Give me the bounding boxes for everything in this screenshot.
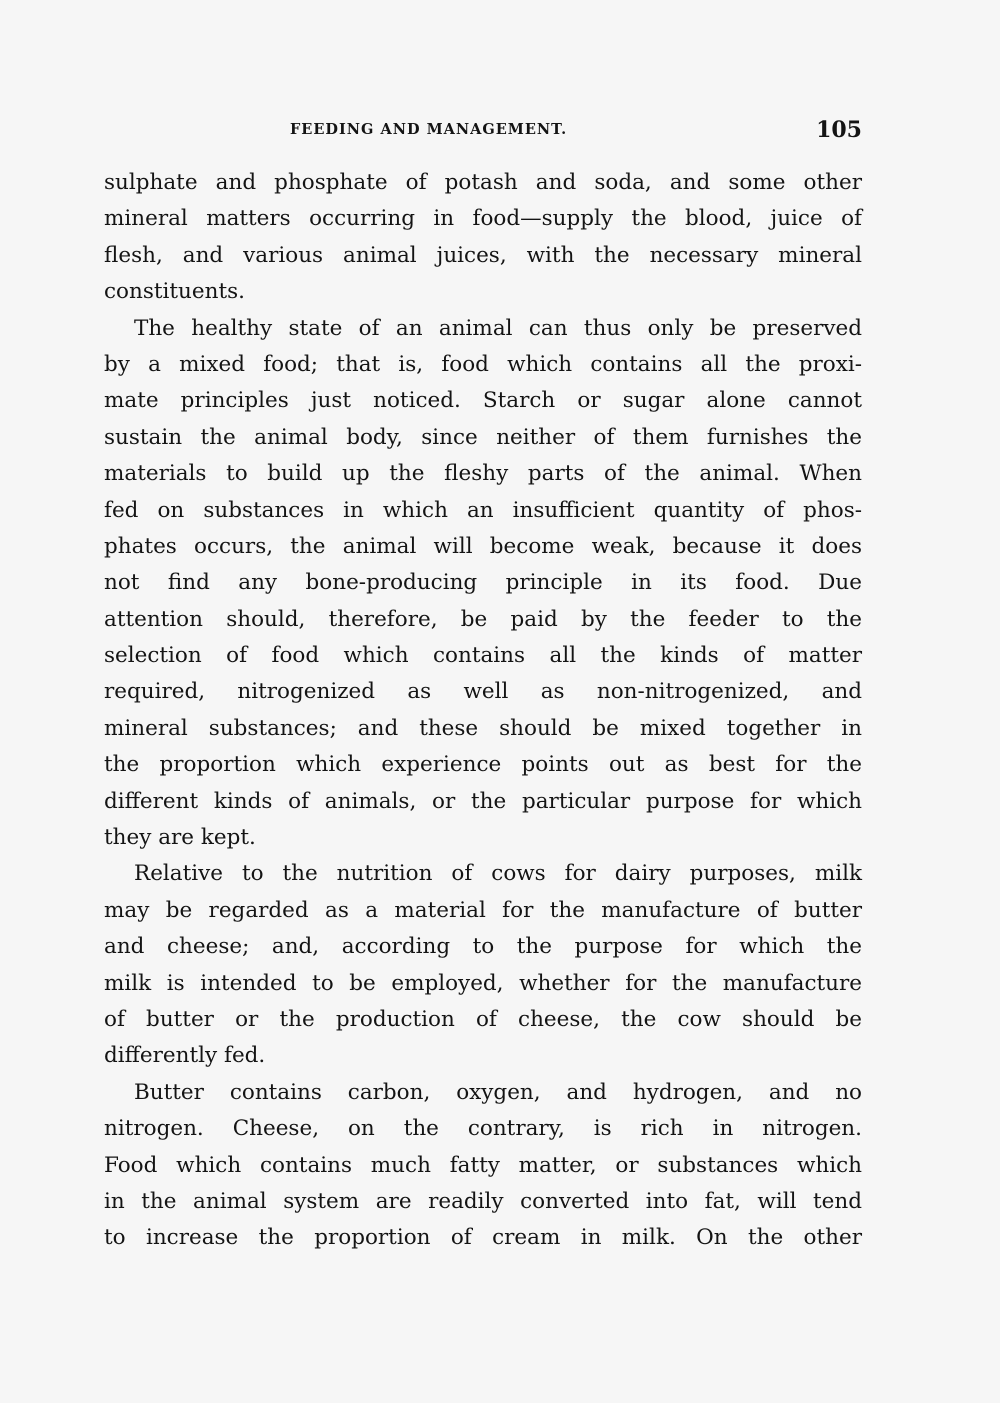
text-line: to increase the proportion of cream in milk. On the other xyxy=(104,1225,862,1251)
text-line: required, nitrogenized as well as non-nitrogenized, and xyxy=(104,679,862,705)
text-line: mineral matters occurring in food—supply the blood, juice of xyxy=(104,206,862,232)
text-line: mineral substances; and these should be mixed together in xyxy=(104,715,862,741)
text-line: sustain the animal body, since neither of them furnishes the xyxy=(104,424,862,450)
paragraph xyxy=(104,856,862,1074)
text-line: phates occurs, the animal will become weak, because it does xyxy=(104,533,862,559)
text-line: and cheese; and, according to the purpose for which the xyxy=(104,934,862,960)
text-line: Food which contains much fatty matter, or substances which xyxy=(104,1152,862,1178)
text-line: mate principles just noticed. Starch or sugar alone cannot xyxy=(104,388,862,414)
paragraph xyxy=(104,1075,862,1257)
text-line: sulphate and phosphate of potash and soda, and some other xyxy=(104,170,862,195)
text-line: Butter contains carbon, oxygen, and hydrogen, and no xyxy=(134,1079,862,1105)
text-line: of butter or the production of cheese, the cow should be xyxy=(104,1006,862,1032)
text-line: fed on substances in which an insufficient quantity of phos- xyxy=(104,497,862,523)
running-head-title: FEEDING AND MANAGEMENT. xyxy=(290,121,568,138)
page-body xyxy=(104,165,862,1257)
text-line: not find any bone-producing principle in its food. Due xyxy=(104,570,862,596)
text-line: differently fed. xyxy=(104,1043,266,1069)
text-line: attention should, therefore, be paid by the feeder to the xyxy=(104,606,862,632)
text-line: by a mixed food; that is, food which contains all the proxi- xyxy=(104,351,862,377)
text-line: different kinds of animals, or the particular purpose for which xyxy=(104,788,862,814)
text-line: milk is intended to be employed, whether for the manufacture xyxy=(104,970,862,996)
text-line: constituents. xyxy=(104,279,245,305)
text-line: The healthy state of an animal can thus only be preserved xyxy=(134,315,862,341)
text-line: they are kept. xyxy=(104,825,256,851)
text-line: nitrogen. Cheese, on the contrary, is rich in nitrogen. xyxy=(104,1116,862,1142)
text-line: Relative to the nutrition of cows for dairy purposes, milk xyxy=(134,861,862,887)
text-line: in the animal system are readily converted into fat, will tend xyxy=(104,1188,862,1214)
paragraph xyxy=(104,165,862,311)
text-line: the proportion which experience points out as best for the xyxy=(104,752,862,778)
text-line: materials to build up the fleshy parts of the animal. When xyxy=(104,461,862,487)
text-line: selection of food which contains all the kinds of matter xyxy=(104,643,862,669)
text-line: flesh, and various animal juices, with the necessary mineral xyxy=(104,242,862,268)
running-head xyxy=(104,117,862,145)
text-line: may be regarded as a material for the manufacture of butter xyxy=(104,897,862,923)
page-number: 105 xyxy=(816,117,862,143)
paragraph xyxy=(104,311,862,857)
